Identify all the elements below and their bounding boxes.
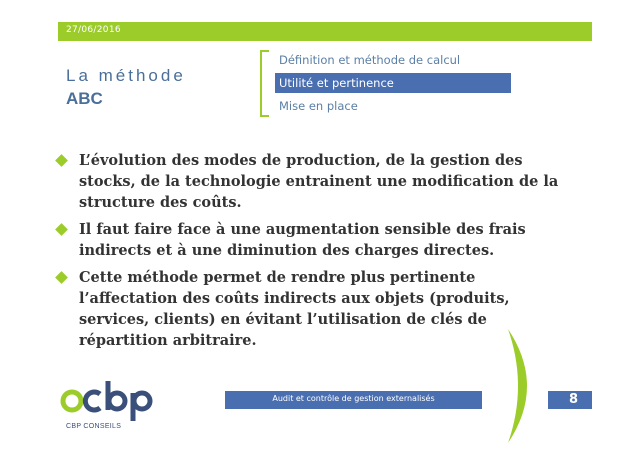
- cbp-logo-mark-icon: [60, 375, 160, 423]
- bullet-item: [56, 150, 576, 213]
- diamond-bullet-icon: [55, 271, 68, 284]
- nav-item-mise-en-place[interactable]: Mise en place: [279, 99, 358, 113]
- page-number: 8: [568, 392, 578, 407]
- logo-subtitle: CBP CONSEILS: [66, 423, 122, 430]
- bullet-text: Cette méthode permet de rendre plus pertinente l’affectation des coûts indirects aux objets (produits, services, clients) en évitant l’utilisation de clés de répartition arbitraire.: [79, 269, 510, 349]
- header-date: 27/06/2016: [66, 25, 121, 35]
- nav-item-utilite-active[interactable]: Utilité et pertinence: [275, 73, 511, 93]
- footer-bar: [225, 391, 482, 409]
- bullet-item: [56, 219, 576, 261]
- page-number-box: [548, 391, 592, 409]
- diamond-bullet-icon: [55, 154, 68, 167]
- diamond-bullet-icon: [55, 223, 68, 236]
- header-bar: [58, 22, 592, 41]
- slide-title-line2: ABC: [66, 89, 103, 108]
- footer-text: Audit et contrôle de gestion externalisés: [272, 394, 435, 403]
- bullet-text: L’évolution des modes de production, de la gestion des stocks, de la technologie entrainent une modification de la structure des coûts.: [79, 152, 559, 211]
- bullet-text: Il faut faire face à une augmentation sensible des frais indirects et à une diminution des charges directes.: [79, 221, 526, 259]
- cbp-logo: [60, 375, 160, 437]
- slide-title-line1: La méthode: [66, 66, 186, 85]
- green-parenthesis-icon: [478, 327, 548, 445]
- nav-item-definition[interactable]: Définition et méthode de calcul: [279, 53, 461, 67]
- bullet-list: [56, 150, 576, 357]
- nav-bracket: [260, 50, 269, 117]
